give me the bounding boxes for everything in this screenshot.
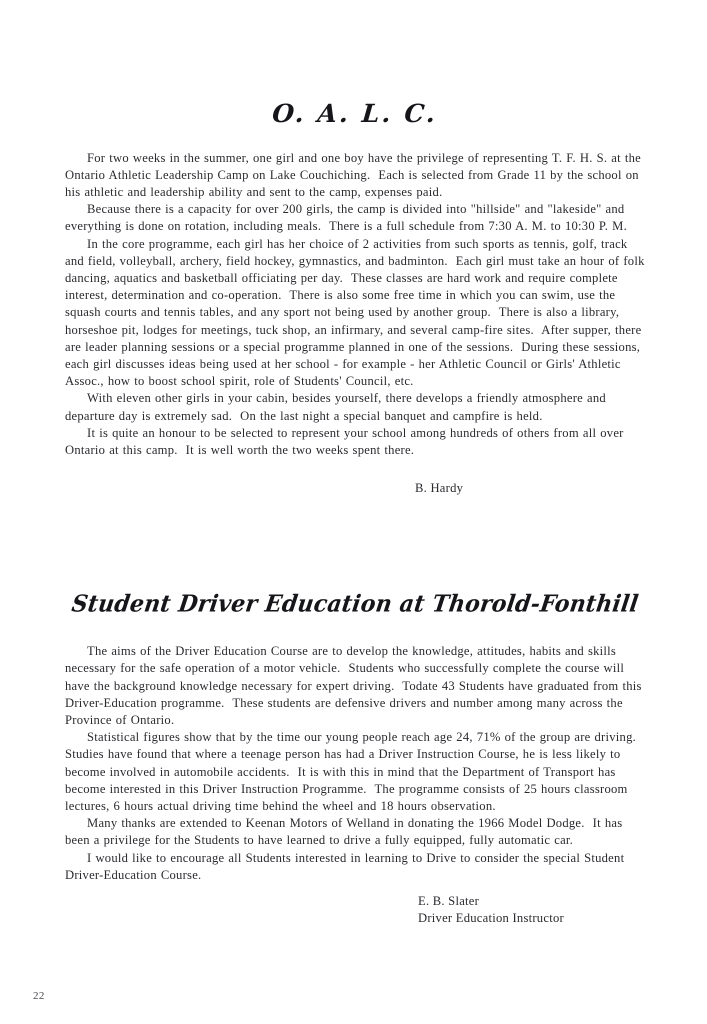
- article-oalc: [65, 99, 649, 459]
- signature-title: Driver Education Instructor: [418, 911, 564, 926]
- paragraph: The aims of the Driver Education Course are to develop the knowledge, attitudes, habits and skills necessary for the safe operation of a motor vehicle. Students who successfully complete the course will have the background knowledge necessary for expert driving. Todate 43 Students have graduated from this Driver-Education programme. These students are defensive drivers and number among many across the Province of Ontario.: [65, 644, 646, 727]
- article-driver-education: [65, 592, 645, 884]
- paragraph: Because there is a capacity for over 200 girls, the camp is divided into "hillside" and "lakeside" and everything is done on rotation, including meals. There is a full schedule from 7:30 A. M. to 10:30 P. M.: [65, 202, 629, 234]
- page-number: 22: [33, 990, 45, 1002]
- article-oalc-body: [65, 150, 649, 460]
- signature-name: B. Hardy: [415, 481, 464, 495]
- paragraph: In the core programme, each girl has her choice of 2 activities from such sports as tennis, golf, track and field, volleyball, archery, field hockey, gymnastics, and badminton. Each girl must take an hour of folk dancing, aquatics and basketball officiating per day. These classes are hard work and require complete interest, determination and co-operation. There is also some free time in which you can swim, use the squash courts and tennis tables, and any sport not being used by another group. There is also a library, horseshoe pit, lodges for meetings, tuck shop, an infirmary, and several camp-fire sites. After supper, there are leader planning sessions or a special programme planned in one of the sessions. During these sessions, each girl discusses ideas being used at her school - for example - her Athletic Council or Girls' Athletic Assoc., how to boost school spirit, role of Students' Council, etc.: [65, 236, 649, 389]
- paragraph: Many thanks are extended to Keenan Motors of Welland in donating the 1966 Model Dodge. It has been a privilege for the Students to have learned to drive a fully equipped, fully automatic car.: [65, 816, 627, 848]
- article-oalc-signature: [415, 480, 463, 497]
- article-oalc-title: O. A. L. C.: [271, 99, 439, 128]
- signature-name: E. B. Slater: [418, 894, 480, 908]
- paragraph: For two weeks in the summer, one girl and one boy have the privilege of representing T. F. H. S. at the Ontario Athletic Leadership Camp on Lake Couchiching. Each is selected from Grade 11 by the school on his athletic and leadership ability and sent to the camp, expenses paid.: [65, 150, 645, 199]
- paragraph: Statistical figures show that by the time our young people reach age 24, 71% of the group are driving. Studies have found that where a teenage person has had a Driver Instruction Course, he is less likely to become involved in automobile accidents. It is with this in mind that the Department of Transport has become interested in this Driver Instruction Programme. The programme consists of 25 hours classroom lectures, 6 hours actual driving time behind the wheel and 18 hours observation.: [65, 730, 645, 814]
- article-driver-education-signature: [418, 893, 564, 927]
- article-driver-education-title: Student Driver Education at Thorold-Fonthill: [69, 590, 641, 618]
- article-driver-education-body: [65, 643, 645, 884]
- paragraph: With eleven other girls in your cabin, besides yourself, there develops a friendly atmosphere and departure day is extremely sad. On the last night a special banquet and campfire is held.: [65, 391, 610, 423]
- paragraph: I would like to encourage all Students interested in learning to Drive to consider the special Student Driver-Education Course.: [65, 850, 629, 882]
- paragraph: It is quite an honour to be selected to represent your school among hundreds of others from all over Ontario at this camp. It is well worth the two weeks spent there.: [65, 425, 628, 457]
